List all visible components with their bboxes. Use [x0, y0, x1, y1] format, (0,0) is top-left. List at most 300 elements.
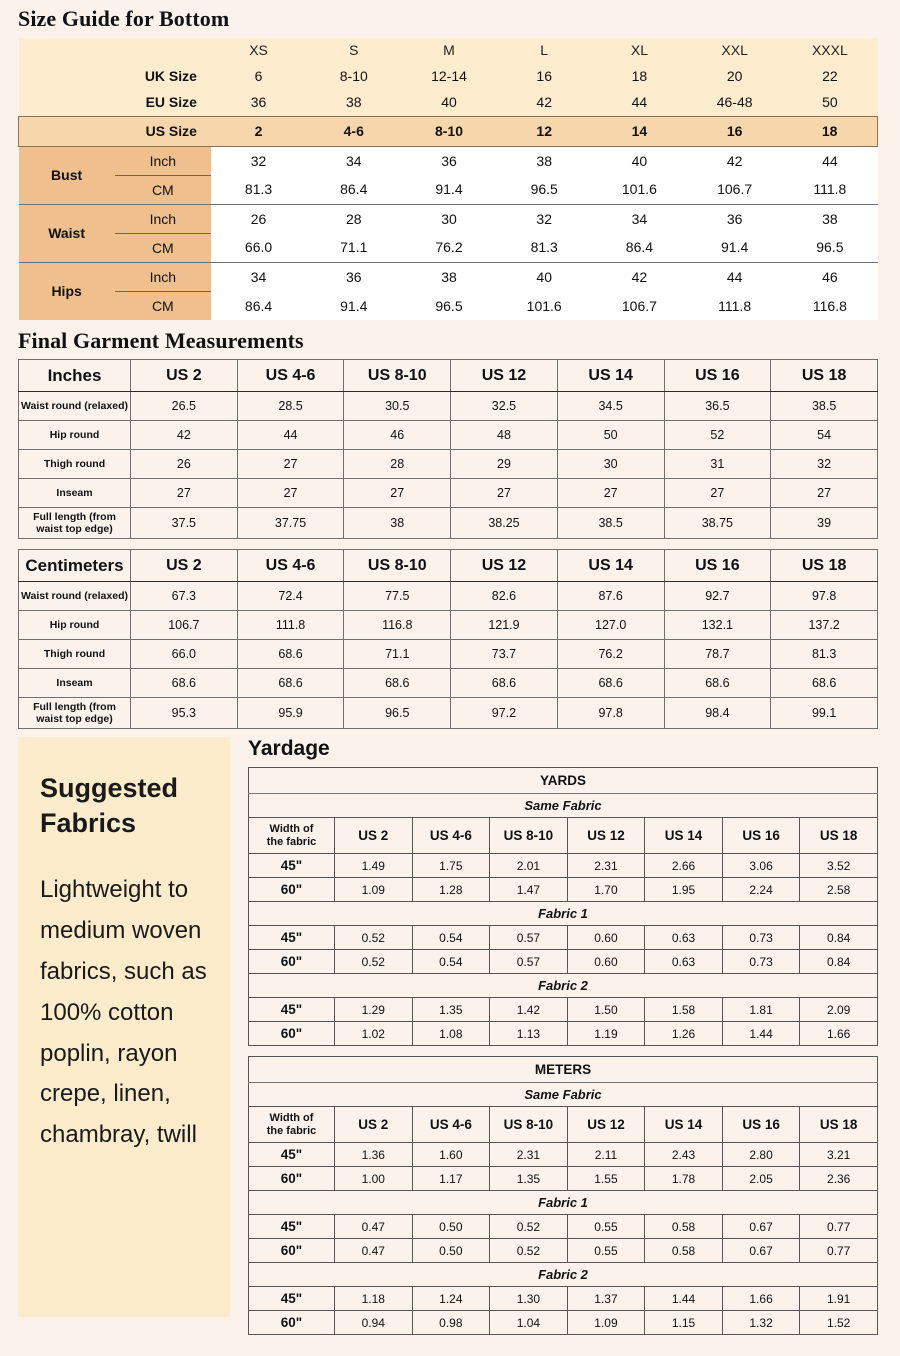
yardage-value: 1.50: [567, 998, 645, 1022]
garment-row-label: Full length (from waist top edge): [19, 508, 131, 539]
unit-label-cm: CM: [115, 233, 211, 262]
yardage-unit-row: [249, 768, 878, 794]
yardage-value: 0.57: [490, 950, 568, 974]
yardage-value: 2.66: [645, 854, 723, 878]
measurement-value: 26: [211, 204, 306, 233]
garment-value: 34.5: [557, 392, 664, 421]
garment-value: 97.2: [451, 698, 558, 729]
garment-size-header: US 2: [131, 550, 238, 582]
garment-value: 30.5: [344, 392, 451, 421]
size-guide-title: Size Guide for Bottom: [18, 6, 230, 31]
width-of-fabric-label: Width of the fabric: [249, 818, 335, 854]
yardage-value: 1.66: [800, 1022, 878, 1046]
garment-value: 46: [344, 421, 451, 450]
yardage-unit-row: [249, 1057, 878, 1083]
yardage-table: [248, 1056, 878, 1335]
garment-unit-label: Inches: [19, 360, 131, 392]
yardage-row: [249, 950, 878, 974]
garment-value: 27: [131, 479, 238, 508]
measurement-value: 96.5: [401, 291, 496, 320]
measurement-value: 44: [687, 262, 782, 291]
garment-value: 95.3: [131, 698, 238, 729]
us-size-value: 2: [211, 116, 306, 146]
measurement-value: 96.5: [497, 175, 592, 204]
yardage-value: 1.32: [722, 1311, 800, 1335]
garment-value: 98.4: [664, 698, 771, 729]
yardage-value: 0.52: [335, 950, 413, 974]
garment-value: 73.7: [451, 640, 558, 669]
size-value: 20: [687, 62, 782, 89]
yardage-value: 0.67: [722, 1239, 800, 1263]
yardage-row: [249, 1311, 878, 1335]
garment-size-header: US 4-6: [237, 360, 344, 392]
yardage-value: 1.13: [490, 1022, 568, 1046]
yardage-value: 1.04: [490, 1311, 568, 1335]
size-value: 40: [401, 89, 496, 116]
yardage-value: 1.58: [645, 998, 723, 1022]
yardage-size-header: US 12: [567, 818, 645, 854]
bottom-section: [0, 737, 900, 1337]
garment-row-label: Inseam: [19, 669, 131, 698]
measurement-value: 36: [401, 146, 496, 175]
yardage-value: 0.67: [722, 1215, 800, 1239]
garment-value: 77.5: [344, 582, 451, 611]
yardage-value: 0.77: [800, 1239, 878, 1263]
yardage-value: 1.09: [567, 1311, 645, 1335]
measurement-value: 30: [401, 204, 496, 233]
letter-size-header: S: [306, 38, 401, 62]
measurement-value: 42: [592, 262, 687, 291]
yardage-size-header: US 12: [567, 1107, 645, 1143]
garment-value: 44: [237, 421, 344, 450]
measurement-value: 34: [306, 146, 401, 175]
garment-value: 38.5: [557, 508, 664, 539]
fabric-width: 60": [249, 1239, 335, 1263]
yardage-value: 2.58: [800, 878, 878, 902]
yardage-value: 1.24: [412, 1287, 490, 1311]
measurement-value: 116.8: [782, 291, 877, 320]
yardage-section-row: [249, 902, 878, 926]
garment-value: 132.1: [664, 611, 771, 640]
yardage-size-header: US 2: [335, 1107, 413, 1143]
yardage-value: 0.50: [412, 1215, 490, 1239]
size-value: 6: [211, 62, 306, 89]
garment-row: [19, 669, 878, 698]
yardage-value: 0.84: [800, 926, 878, 950]
yardage-size-header: US 14: [645, 818, 723, 854]
garment-value: 36.5: [664, 392, 771, 421]
letter-size-header: XS: [211, 38, 306, 62]
size-value: 50: [782, 89, 877, 116]
yardage-row: [249, 854, 878, 878]
garment-value: 67.3: [131, 582, 238, 611]
yardage-value: 0.84: [800, 950, 878, 974]
yardage-section-name: Fabric 2: [249, 974, 878, 998]
yardage-value: 2.36: [800, 1167, 878, 1191]
measurement-value: 81.3: [497, 233, 592, 262]
size-value: 42: [497, 89, 592, 116]
size-guide-header-row: [19, 38, 878, 62]
fabric-width: 60": [249, 1167, 335, 1191]
unit-label-inch: Inch: [115, 204, 211, 233]
yardage-header-row: [249, 818, 878, 854]
yardage-value: 1.42: [490, 998, 568, 1022]
garment-value: 76.2: [557, 640, 664, 669]
yardage-section-row: [249, 974, 878, 998]
garment-value: 68.6: [771, 669, 878, 698]
garment-centimeters-table: [18, 549, 878, 729]
yardage-value: 1.35: [412, 998, 490, 1022]
measurement-value: 86.4: [211, 291, 306, 320]
yardage-size-header: US 4-6: [412, 818, 490, 854]
fabric-width: 45": [249, 1287, 335, 1311]
yardage-value: 0.98: [412, 1311, 490, 1335]
garment-size-header: US 14: [557, 550, 664, 582]
width-of-fabric-label: Width of the fabric: [249, 1107, 335, 1143]
measurement-value: 40: [592, 146, 687, 175]
yardage-size-header: US 14: [645, 1107, 723, 1143]
measurement-value: 36: [687, 204, 782, 233]
us-size-value: 4-6: [306, 116, 401, 146]
yardage-value: 1.36: [335, 1143, 413, 1167]
yardage-unit-title: YARDS: [249, 768, 878, 794]
suggested-fabrics-title: Suggested Fabrics: [40, 773, 179, 838]
garment-value: 38.25: [451, 508, 558, 539]
measurement-value: 91.4: [687, 233, 782, 262]
garment-value: 72.4: [237, 582, 344, 611]
yardage-size-header: US 18: [800, 818, 878, 854]
yardage-section-row: [249, 1083, 878, 1107]
garment-row-label: Waist round (relaxed): [19, 582, 131, 611]
yardage-row: [249, 1287, 878, 1311]
measurement-row-cm: [19, 291, 878, 320]
measurement-value: 111.8: [782, 175, 877, 204]
yardage-section-name: Fabric 1: [249, 1191, 878, 1215]
yardage-value: 1.09: [335, 878, 413, 902]
garment-value: 68.6: [557, 669, 664, 698]
yardage-value: 1.28: [412, 878, 490, 902]
garment-value: 92.7: [664, 582, 771, 611]
garment-value: 121.9: [451, 611, 558, 640]
fabric-width: 60": [249, 1311, 335, 1335]
measurement-row-cm: [19, 233, 878, 262]
yardage-value: 1.44: [645, 1287, 723, 1311]
measurement-value: 38: [497, 146, 592, 175]
yardage-value: 1.30: [490, 1287, 568, 1311]
letter-size-header: XXXL: [782, 38, 877, 62]
yardage-size-header: US 8-10: [490, 818, 568, 854]
measurement-row-cm: [19, 175, 878, 204]
measurement-value: 66.0: [211, 233, 306, 262]
garment-value: 28: [344, 450, 451, 479]
size-value: 46-48: [687, 89, 782, 116]
yardage-value: 0.73: [722, 926, 800, 950]
yardage-size-header: US 16: [722, 818, 800, 854]
garment-unit-label: Centimeters: [19, 550, 131, 582]
garment-row-label: Waist round (relaxed): [19, 392, 131, 421]
garment-value: 68.6: [237, 669, 344, 698]
measurement-name: Hips: [19, 262, 115, 320]
fabric-width: 60": [249, 950, 335, 974]
measurement-value: 71.1: [306, 233, 401, 262]
garment-row-label: Thigh round: [19, 640, 131, 669]
garment-row: [19, 421, 878, 450]
yardage-section-name: Fabric 2: [249, 1263, 878, 1287]
fabric-width: 45": [249, 1143, 335, 1167]
fabric-width: 60": [249, 878, 335, 902]
final-garment-title: Final Garment Measurements: [18, 328, 304, 353]
garment-row: [19, 582, 878, 611]
yardage-section-name: Same Fabric: [249, 1083, 878, 1107]
garment-value: 42: [131, 421, 238, 450]
fabric-width: 60": [249, 1022, 335, 1046]
yardage-row: [249, 878, 878, 902]
yardage-value: 2.80: [722, 1143, 800, 1167]
yardage-value: 0.94: [335, 1311, 413, 1335]
garment-size-header: US 12: [451, 550, 558, 582]
garment-value: 137.2: [771, 611, 878, 640]
measurement-value: 40: [497, 262, 592, 291]
garment-value: 27: [237, 479, 344, 508]
yardage-value: 1.60: [412, 1143, 490, 1167]
garment-value: 68.6: [237, 640, 344, 669]
yardage-value: 1.17: [412, 1167, 490, 1191]
yardage-value: 1.91: [800, 1287, 878, 1311]
yardage-value: 2.24: [722, 878, 800, 902]
spacer-cell: [115, 38, 211, 62]
yardage-value: 2.31: [490, 1143, 568, 1167]
yardage-value: 2.09: [800, 998, 878, 1022]
garment-row: [19, 640, 878, 669]
us-size-value: 8-10: [401, 116, 496, 146]
garment-value: 27: [557, 479, 664, 508]
yardage-value: 0.52: [490, 1215, 568, 1239]
yardage-value: 0.73: [722, 950, 800, 974]
garment-row-label: Inseam: [19, 479, 131, 508]
yardage-value: 1.19: [567, 1022, 645, 1046]
fabric-width: 45": [249, 1215, 335, 1239]
suggested-fabrics-body: Lightweight to medium woven fabrics, such as 100% cotton poplin, rayon crepe, linen, chambray, twill: [40, 876, 207, 1149]
yardage-value: 1.66: [722, 1287, 800, 1311]
garment-row-label: Hip round: [19, 611, 131, 640]
measurement-value: 32: [497, 204, 592, 233]
garment-value: 27: [344, 479, 451, 508]
yardage-value: 2.31: [567, 854, 645, 878]
yardage-value: 1.49: [335, 854, 413, 878]
garment-row-label: Hip round: [19, 421, 131, 450]
garment-value: 68.6: [344, 669, 451, 698]
yardage-row: [249, 998, 878, 1022]
measurement-value: 34: [592, 204, 687, 233]
yardage-value: 1.26: [645, 1022, 723, 1046]
size-row-label: EU Size: [19, 89, 211, 116]
yardage-section-name: Fabric 1: [249, 902, 878, 926]
measurement-value: 46: [782, 262, 877, 291]
unit-label-cm: CM: [115, 175, 211, 204]
garment-value: 52: [664, 421, 771, 450]
yardage-row: [249, 1215, 878, 1239]
us-size-row: [19, 116, 878, 146]
measurement-value: 44: [782, 146, 877, 175]
size-value: 12-14: [401, 62, 496, 89]
yardage-value: 1.00: [335, 1167, 413, 1191]
yardage-unit-title: METERS: [249, 1057, 878, 1083]
garment-value: 29: [451, 450, 558, 479]
yardage-value: 1.18: [335, 1287, 413, 1311]
size-value: 22: [782, 62, 877, 89]
letter-size-header: XXL: [687, 38, 782, 62]
yardage-row: [249, 1167, 878, 1191]
yardage-value: 1.29: [335, 998, 413, 1022]
size-value: 18: [592, 62, 687, 89]
garment-value: 38.5: [771, 392, 878, 421]
garment-value: 28.5: [237, 392, 344, 421]
garment-size-header: US 16: [664, 550, 771, 582]
garment-value: 111.8: [237, 611, 344, 640]
yardage-value: 0.60: [567, 950, 645, 974]
yardage-section: [248, 737, 878, 1345]
yardage-value: 0.63: [645, 926, 723, 950]
measurement-value: 42: [687, 146, 782, 175]
yardage-row: [249, 1022, 878, 1046]
garment-row-label: Full length (from waist top edge): [19, 698, 131, 729]
measurement-row-inch: [19, 146, 878, 175]
garment-value: 106.7: [131, 611, 238, 640]
yardage-value: 0.54: [412, 926, 490, 950]
garment-row: [19, 611, 878, 640]
garment-size-header: US 14: [557, 360, 664, 392]
yardage-value: 3.06: [722, 854, 800, 878]
yardage-value: 1.37: [567, 1287, 645, 1311]
letter-size-header: XL: [592, 38, 687, 62]
measurement-value: 36: [306, 262, 401, 291]
yardage-value: 1.95: [645, 878, 723, 902]
measurement-row-inch: [19, 262, 878, 291]
measurement-value: 96.5: [782, 233, 877, 262]
us-size-value: 16: [687, 116, 782, 146]
yardage-header-row: [249, 1107, 878, 1143]
garment-value: 81.3: [771, 640, 878, 669]
measurement-row-inch: [19, 204, 878, 233]
garment-value: 127.0: [557, 611, 664, 640]
garment-size-header: US 18: [771, 360, 878, 392]
spacer-cell: [19, 38, 115, 62]
letter-size-header: M: [401, 38, 496, 62]
garment-value: 96.5: [344, 698, 451, 729]
yardage-value: 1.78: [645, 1167, 723, 1191]
yardage-size-header: US 18: [800, 1107, 878, 1143]
yardage-value: 1.44: [722, 1022, 800, 1046]
yardage-value: 1.35: [490, 1167, 568, 1191]
us-size-value: 18: [782, 116, 877, 146]
fabric-width: 45": [249, 998, 335, 1022]
yardage-value: 0.58: [645, 1239, 723, 1263]
garment-value: 87.6: [557, 582, 664, 611]
yardage-value: 0.50: [412, 1239, 490, 1263]
yardage-value: 1.55: [567, 1167, 645, 1191]
measurement-value: 91.4: [306, 291, 401, 320]
garment-value: 27: [451, 479, 558, 508]
garment-value: 31: [664, 450, 771, 479]
measurement-value: 76.2: [401, 233, 496, 262]
size-guide-table: [18, 38, 878, 320]
yardage-title: Yardage: [248, 737, 330, 761]
yardage-value: 2.05: [722, 1167, 800, 1191]
fabric-width: 45": [249, 926, 335, 950]
garment-value: 66.0: [131, 640, 238, 669]
measurement-value: 91.4: [401, 175, 496, 204]
garment-row: [19, 479, 878, 508]
garment-value: 32: [771, 450, 878, 479]
yardage-value: 3.52: [800, 854, 878, 878]
us-size-value: 12: [497, 116, 592, 146]
yardage-section-row: [249, 1263, 878, 1287]
garment-value: 82.6: [451, 582, 558, 611]
measurement-value: 101.6: [592, 175, 687, 204]
yardage-section-row: [249, 794, 878, 818]
yardage-value: 0.55: [567, 1239, 645, 1263]
fabric-width: 45": [249, 854, 335, 878]
garment-value: 68.6: [131, 669, 238, 698]
garment-value: 99.1: [771, 698, 878, 729]
unit-label-cm: CM: [115, 291, 211, 320]
suggested-fabrics-panel: [18, 737, 230, 1317]
yardage-table: [248, 767, 878, 1046]
yardage-size-header: US 4-6: [412, 1107, 490, 1143]
size-value: 38: [306, 89, 401, 116]
garment-row: [19, 450, 878, 479]
yardage-value: 1.08: [412, 1022, 490, 1046]
unit-label-inch: Inch: [115, 146, 211, 175]
garment-size-header: US 2: [131, 360, 238, 392]
measurement-value: 32: [211, 146, 306, 175]
yardage-value: 1.75: [412, 854, 490, 878]
garment-value: 37.5: [131, 508, 238, 539]
yardage-value: 0.52: [490, 1239, 568, 1263]
garment-row-label: Thigh round: [19, 450, 131, 479]
yardage-value: 1.47: [490, 878, 568, 902]
yardage-value: 0.77: [800, 1215, 878, 1239]
garment-size-header: US 8-10: [344, 550, 451, 582]
size-row-label: UK Size: [19, 62, 211, 89]
yardage-value: 0.54: [412, 950, 490, 974]
yardage-row: [249, 1143, 878, 1167]
size-value: 16: [497, 62, 592, 89]
size-value: 8-10: [306, 62, 401, 89]
yardage-value: 1.81: [722, 998, 800, 1022]
measurement-value: 38: [782, 204, 877, 233]
size-guide-row: [19, 89, 878, 116]
garment-value: 78.7: [664, 640, 771, 669]
measurement-name: Waist: [19, 204, 115, 262]
measurement-name: Bust: [19, 146, 115, 204]
yardage-value: 1.52: [800, 1311, 878, 1335]
garment-value: 26: [131, 450, 238, 479]
yardage-value: 0.63: [645, 950, 723, 974]
garment-value: 97.8: [771, 582, 878, 611]
garment-row: [19, 392, 878, 421]
yardage-value: 0.52: [335, 926, 413, 950]
garment-header-row: [19, 550, 878, 582]
garment-size-header: US 4-6: [237, 550, 344, 582]
yardage-size-header: US 8-10: [490, 1107, 568, 1143]
measurement-value: 34: [211, 262, 306, 291]
measurement-value: 86.4: [592, 233, 687, 262]
yardage-value: 1.70: [567, 878, 645, 902]
size-value: 44: [592, 89, 687, 116]
garment-row: [19, 508, 878, 539]
unit-label-inch: Inch: [115, 262, 211, 291]
